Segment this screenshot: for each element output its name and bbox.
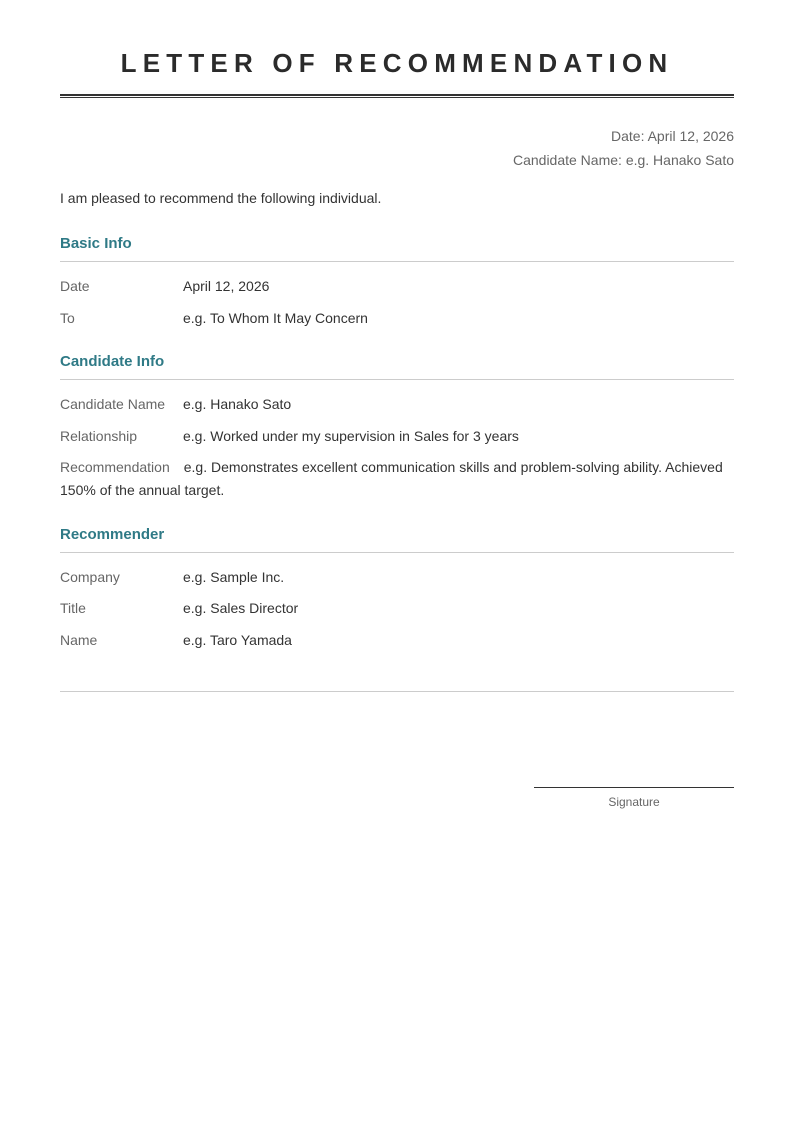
field-row-candidate-name xyxy=(60,393,734,416)
meta-date-label: Date: xyxy=(611,128,645,144)
meta-date-value: April 12, 2026 xyxy=(647,128,734,144)
section-title-basic-info: Basic Info xyxy=(60,235,132,252)
signature-label: Signature xyxy=(608,795,660,809)
meta-candidate-value: e.g. Hanako Sato xyxy=(625,152,734,168)
field-value: e.g. Sales Director xyxy=(183,600,299,616)
field-row-name xyxy=(60,629,734,652)
field-label: Date xyxy=(60,278,90,294)
section-divider xyxy=(60,379,734,380)
field-value: e.g. Taro Yamada xyxy=(183,632,292,648)
field-value: e.g. Worked under my supervision in Sales for 3 years xyxy=(183,428,519,444)
title-divider xyxy=(60,94,734,98)
field-value: e.g. Sample Inc. xyxy=(183,569,285,585)
field-label: To xyxy=(60,310,75,326)
field-value: e.g. Demonstrates excellent communication skills and problem-solving ability. Achieved 150% of the annual target. xyxy=(60,459,723,498)
field-row-to xyxy=(60,307,734,330)
meta-candidate-label: Candidate Name: xyxy=(512,152,622,168)
section-divider xyxy=(60,552,734,553)
field-value: e.g. Hanako Sato xyxy=(183,396,292,412)
field-value: e.g. To Whom It May Concern xyxy=(183,310,368,326)
signature-line xyxy=(534,787,734,788)
section-title-candidate-info: Candidate Info xyxy=(60,353,165,370)
document-title: LETTER OF RECOMMENDATION xyxy=(120,48,674,78)
field-row-relationship xyxy=(60,425,734,448)
field-label: Company xyxy=(60,569,120,585)
field-value: April 12, 2026 xyxy=(183,278,270,294)
meta-date-line xyxy=(513,124,734,148)
field-label: Name xyxy=(60,632,98,648)
field-row-company xyxy=(60,566,734,589)
field-row-title xyxy=(60,597,734,620)
field-label: Candidate Name xyxy=(60,396,166,412)
field-label: Recommendation xyxy=(60,459,170,475)
field-label: Relationship xyxy=(60,428,138,444)
field-row-recommendation xyxy=(60,456,734,502)
letter-meta xyxy=(513,124,734,172)
footer-divider xyxy=(60,691,734,692)
section-divider xyxy=(60,261,734,262)
field-row-date xyxy=(60,275,734,298)
intro-text: I am pleased to recommend the following individual. xyxy=(60,190,382,206)
meta-candidate-line xyxy=(513,148,734,172)
section-title-recommender: Recommender xyxy=(60,526,165,543)
field-label: Title xyxy=(60,600,86,616)
